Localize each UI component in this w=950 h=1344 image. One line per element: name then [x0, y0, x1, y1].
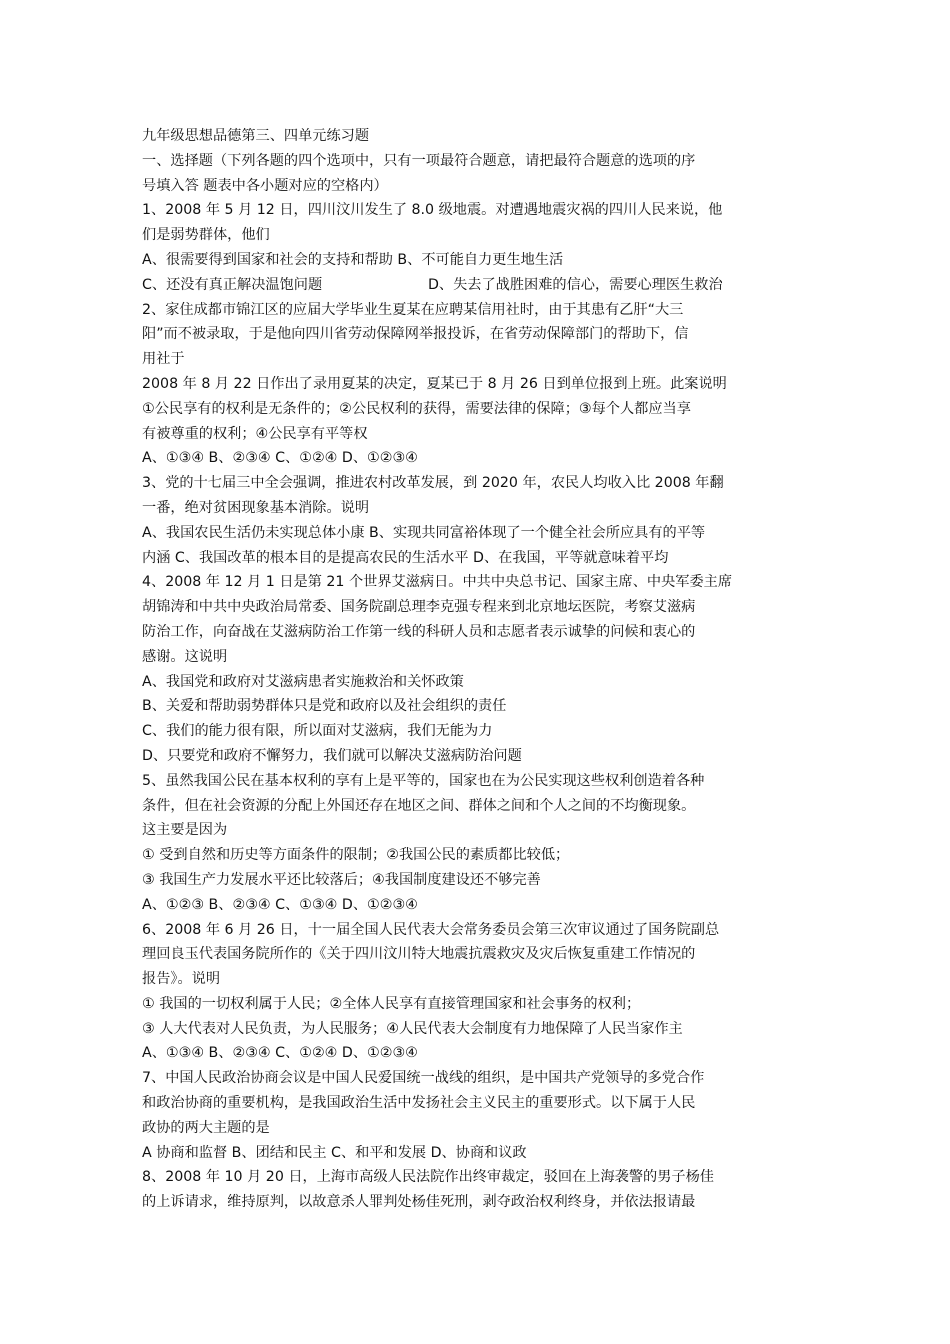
question-7-stem: 7、中国人民政治协商会议是中国人民爱国统一战线的组织，是中国共产党领导的多党合作: [142, 1070, 705, 1087]
question-4-option-b: B、关爱和帮助弱势群体只是党和政府以及社会组织的责任: [142, 698, 507, 715]
question-6-options: A、①③④ B、②③④ C、①②④ D、①②③④: [142, 1045, 418, 1062]
question-5-statement: ① 受到自然和历史等方面条件的限制；②我国公民的素质都比较低；: [142, 847, 570, 864]
question-5-options: A、①②③ B、②③④ C、①③④ D、①②③④: [142, 896, 418, 913]
question-5-stem: 这主要是因为: [142, 822, 228, 839]
question-3-stem: 3、党的十七届三中全会强调，推进农村改革发展，到 2020 年，农民人均收入比 2008 年翻: [142, 475, 724, 492]
question-1-stem: 们是弱势群体，他们: [142, 227, 270, 244]
question-2-stem: 阳”而不被录取，于是他向四川省劳动保障网举报投诉，在省劳动保障部门的帮助下，信: [142, 326, 689, 343]
question-5-stem: 5、虽然我国公民在基本权利的享有上是平等的，国家也在为公民实现这些权利创造着各种: [142, 772, 705, 789]
question-2-stem: 2、家住成都市锦江区的应届大学毕业生夏某在应聘某信用社时，由于其患有乙肝“大三: [142, 301, 684, 318]
document-page: [142, 124, 808, 1215]
question-4-stem: 4、2008 年 12 月 1 日是第 21 个世界艾滋病日。中共中央总书记、国家主席、中央军委主席: [142, 574, 733, 591]
question-4-stem: 感谢。这说明: [142, 648, 228, 665]
question-8-stem: 8、2008 年 10 月 20 日，上海市高级人民法院作出终审裁定，驳回在上海袭警的男子杨佳: [142, 1169, 714, 1186]
question-2-stem: ①公民享有的权利是无条件的；②公民权利的获得，需要法律的保障；③每个人都应当享: [142, 400, 691, 417]
question-4-stem: 胡锦涛和中共中央政治局常委、国务院副总理李克强专程来到北京地坛医院，考察艾滋病: [142, 599, 696, 616]
question-2-stem: 用社于: [142, 351, 185, 368]
question-1-stem: 1、2008 年 5 月 12 日，四川汶川发生了 8.0 级地震。对遭遇地震灾祸的四川人民来说，他: [142, 202, 723, 219]
question-8-stem: 的上诉请求，维持原判，以故意杀人罪判处杨佳死刑，剥夺政治权利终身，并依法报请最: [142, 1194, 696, 1211]
question-4-option-c: C、我们的能力很有限，所以面对艾滋病，我们无能为力: [142, 723, 493, 740]
question-3-stem: 一番，绝对贫困现象基本消除。说明: [142, 499, 370, 516]
question-1-option-d: D、失去了战胜困难的信心，需要心理医生救治: [428, 276, 723, 293]
question-2-options: A、①③④ B、②③④ C、①②④ D、①②③④: [142, 450, 418, 467]
section-heading-line: 号填入答 题表中各小题对应的空格内）: [142, 177, 388, 194]
question-1-options-cd: [142, 273, 808, 298]
question-1-options-ab: A、很需要得到国家和社会的支持和帮助 B、不可能自力更生地生活: [142, 251, 564, 268]
question-6-stem: 理回良玉代表国务院所作的《关于四川汶川特大地震抗震救灾及灾后恢复重建工作情况的: [142, 946, 696, 963]
question-5-statement: ③ 我国生产力发展水平还比较落后；④我国制度建设还不够完善: [142, 871, 541, 888]
question-7-stem: 和政治协商的重要机构，是我国政治生活中发扬社会主义民主的重要形式。以下属于人民: [142, 1095, 696, 1112]
question-4-option-a: A、我国党和政府对艾滋病患者实施救治和关怀政策: [142, 673, 464, 690]
question-4-stem: 防治工作，向奋战在艾滋病防治工作第一线的科研人员和志愿者表示诚挚的问候和衷心的: [142, 623, 696, 640]
doc-title: 九年级思想品德第三、四单元练习题: [142, 128, 370, 144]
question-3-options: 内涵 C、我国改革的根本目的是提高农民的生活水平 D、在我国，平等就意味着平均: [142, 549, 669, 566]
question-7-options: A 协商和监督 B、团结和民主 C、和平和发展 D、协商和议政: [142, 1144, 527, 1161]
question-6-statement: ③ 人大代表对人民负责，为人民服务；④人民代表大会制度有力地保障了人民当家作主: [142, 1020, 683, 1037]
question-6-stem: 6、2008 年 6 月 26 日，十一届全国人民代表大会常务委员会第三次审议通过了国务院副总: [142, 921, 720, 938]
question-3-options: A、我国农民生活仍未实现总体小康 B、实现共同富裕体现了一个健全社会所应具有的平等: [142, 524, 706, 541]
question-5-stem: 条件，但在社会资源的分配上外国还存在地区之间、群体之间和个人之间的不均衡现象。: [142, 797, 696, 814]
question-7-stem: 政协的两大主题的是: [142, 1119, 270, 1136]
question-6-statement: ① 我国的一切权利属于人民；②全体人民享有直接管理国家和社会事务的权利；: [142, 995, 641, 1012]
question-4-option-d: D、只要党和政府不懈努力，我们就可以解决艾滋病防治问题: [142, 747, 522, 764]
question-2-stem: 有被尊重的权利；④公民享有平等权: [142, 425, 368, 442]
section-heading-line: 一、选择题（下列各题的四个选项中，只有一项最符合题意，请把最符合题意的选项的序: [142, 152, 696, 169]
question-1-option-c: C、还没有真正解决温饱问题: [142, 276, 323, 293]
question-2-stem: 2008 年 8 月 22 日作出了录用夏某的决定，夏某已于 8 月 26 日到单位报到上班。此案说明: [142, 375, 727, 392]
question-6-stem: 报告》。说明: [142, 971, 221, 988]
